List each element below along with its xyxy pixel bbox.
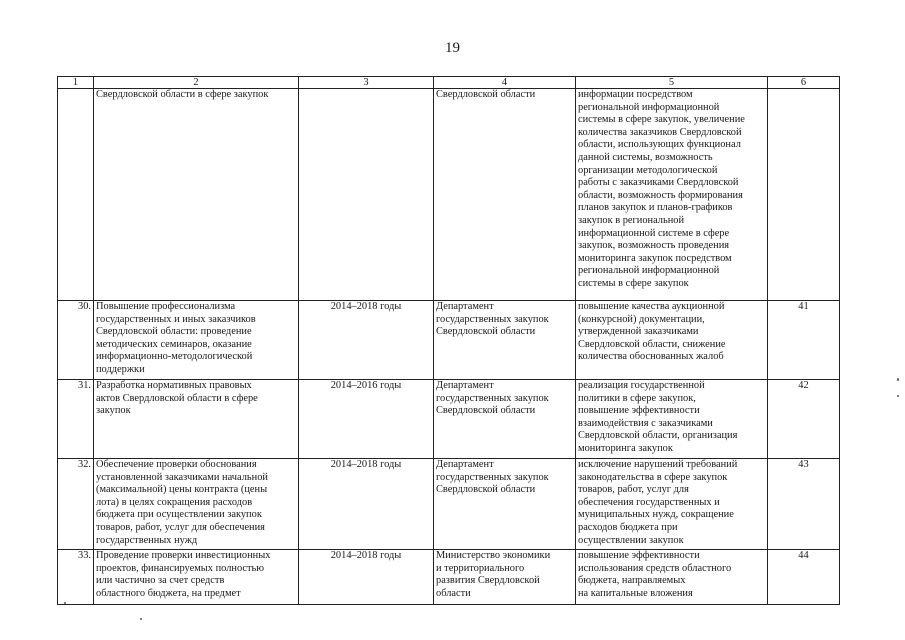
measures-table	[57, 76, 840, 605]
measure-executor: Департамент государственных закупок Свердловской области	[434, 459, 576, 550]
scan-speck	[140, 618, 142, 620]
measure-executor: Свердловской области	[434, 89, 576, 301]
measure-result: информации посредством региональной информационной системы в сфере закупок, увеличение количества заказчиков Свердловской области, использующих функционал данной системы, возможность организации методологической работы с заказчиками Свердловской области, возможность формирования планов закупок и планов-графиков закупок в региональной информационной системе в сфере закупок, возможность проведения мониторинга закупок посредством региональной информационной системы в сфере закупок	[576, 89, 768, 301]
measure-period: 2014–2018 годы	[299, 301, 434, 380]
header-col-4: 4	[434, 77, 576, 89]
measure-result: исключение нарушений требований законодательства в сфере закупок товаров, работ, услуг для обеспечения государственных и муниципальных нужд, сокращение расходов бюджета при осуществлении закупок	[576, 459, 768, 550]
header-col-2: 2	[94, 77, 299, 89]
measure-result: повышение эффективности использования средств областного бюджета, направляемых на капитальные вложения	[576, 550, 768, 605]
measure-period: 2014–2018 годы	[299, 459, 434, 550]
measure-period: 2014–2018 годы	[299, 550, 434, 605]
measure-result: реализация государственной политики в сфере закупок, повышение эффективности взаимодействия с заказчиками Свердловской области, организация мониторинга закупок	[576, 380, 768, 459]
table-row	[58, 459, 840, 550]
measure-name: Обеспечение проверки обоснования установленной заказчиками начальной (максимальной) цены контракта (цены лота) в целях сокращения расходов бюджета при осуществлении закупок товаров, работ, услуг для обеспечения государственных нужд	[94, 459, 299, 550]
measure-name: Проведение проверки инвестиционных проектов, финансируемых полностью или частично за счет средств областного бюджета, на предмет	[94, 550, 299, 605]
row-number: 31.	[58, 380, 94, 459]
table-row	[58, 89, 840, 301]
row-number: 32.	[58, 459, 94, 550]
table-row	[58, 301, 840, 380]
row-number	[58, 89, 94, 301]
measure-executor: Министерство экономики и территориального развития Свердловской области	[434, 550, 576, 605]
header-col-6: 6	[768, 77, 840, 89]
header-col-5: 5	[576, 77, 768, 89]
header-col-1: 1	[58, 77, 94, 89]
measure-executor: Департамент государственных закупок Свердловской области	[434, 301, 576, 380]
target-indicator: 43	[768, 459, 840, 550]
measure-period: 2014–2016 годы	[299, 380, 434, 459]
header-row	[58, 77, 840, 89]
measure-name: Свердловской области в сфере закупок	[94, 89, 299, 301]
measure-result: повышение качества аукционной (конкурсной) документации, утвержденной заказчиками Свердловской области, снижение количества обоснованных жалоб	[576, 301, 768, 380]
scan-speck	[897, 395, 899, 397]
measure-period	[299, 89, 434, 301]
header-col-3: 3	[299, 77, 434, 89]
table-row	[58, 550, 840, 605]
measure-name: Повышение профессионализма государственных и иных заказчиков Свердловской области: проведение методических семинаров, оказание информационно-методологической поддержки	[94, 301, 299, 380]
target-indicator: 41	[768, 301, 840, 380]
scan-speck	[897, 378, 899, 381]
target-indicator: 42	[768, 380, 840, 459]
measure-executor: Департамент государственных закупок Свердловской области	[434, 380, 576, 459]
scan-speck	[64, 602, 66, 604]
measure-name: Разработка нормативных правовых актов Свердловской области в сфере закупок	[94, 380, 299, 459]
row-number: 30.	[58, 301, 94, 380]
target-indicator	[768, 89, 840, 301]
row-number: 33.	[58, 550, 94, 605]
target-indicator: 44	[768, 550, 840, 605]
table-row	[58, 380, 840, 459]
page-number: 19	[445, 40, 460, 56]
